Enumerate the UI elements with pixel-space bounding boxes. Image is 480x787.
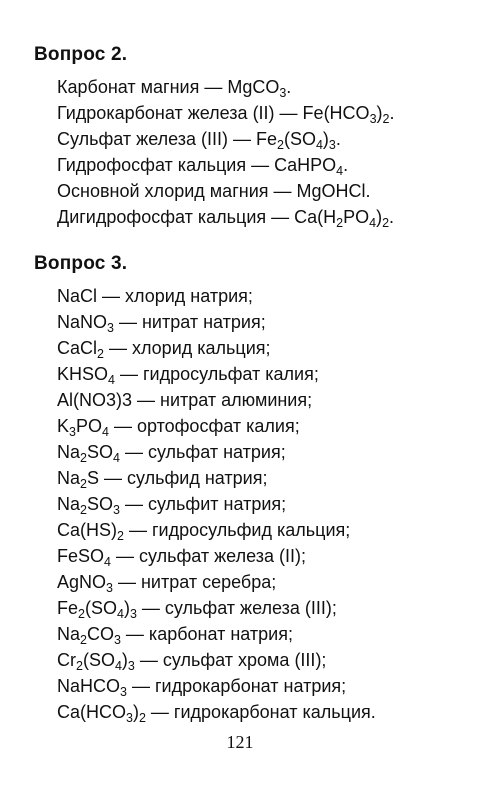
- subscript: 2: [138, 711, 146, 725]
- answer-line: [57, 204, 394, 230]
- text-run: NaNO: [57, 312, 108, 332]
- subscript: 2: [80, 451, 87, 465]
- text-run: Cr: [57, 650, 76, 670]
- subscript: 2: [80, 477, 87, 491]
- page-number: 121: [226, 732, 254, 752]
- text-run: CO: [86, 624, 114, 644]
- subscript: 4: [101, 425, 109, 439]
- answer-line: [57, 309, 376, 335]
- subscript: 2: [382, 112, 390, 126]
- text-run: — сульфит натрия;: [119, 494, 287, 514]
- text-run: Ca(HCO: [57, 702, 127, 722]
- subscript: 4: [108, 373, 115, 387]
- text-run: AgNO: [57, 572, 107, 592]
- answer-line: [57, 126, 394, 152]
- text-run: — ортофосфат калия;: [108, 416, 300, 436]
- subscript: 4: [114, 659, 122, 673]
- text-run: NaCl — хлорид натрия;: [57, 286, 253, 306]
- text-run: K: [57, 416, 70, 436]
- text-run: SO: [86, 494, 113, 514]
- text-run: SO: [86, 442, 113, 462]
- text-run: — хлорид кальция;: [103, 338, 271, 358]
- text-run: KHSO: [57, 364, 109, 384]
- subscript: 3: [129, 607, 137, 621]
- subscript: 3: [126, 711, 133, 725]
- text-run: Na: [57, 468, 81, 488]
- text-run: FeSO: [57, 546, 105, 566]
- subscript: 3: [112, 503, 120, 517]
- answer-line: [57, 517, 376, 543]
- subscript: 2: [336, 216, 344, 230]
- text-run: Дигидрофосфат кальция — Ca(H: [57, 207, 337, 227]
- text-run: — карбонат натрия;: [120, 624, 293, 644]
- text-run: ): [123, 598, 130, 618]
- text-run: — сульфат железа (III);: [136, 598, 337, 618]
- answer-line: [57, 387, 376, 413]
- subscript: 3: [369, 112, 377, 126]
- answer-line: [57, 283, 376, 309]
- text-run: S — сульфид натрия;: [86, 468, 268, 488]
- text-run: — сульфат хрома (III);: [134, 650, 327, 670]
- subscript: 3: [279, 86, 287, 100]
- text-run: Na: [57, 494, 81, 514]
- text-run: Основной хлорид магния — MgOHCl.: [57, 181, 371, 201]
- text-run: .: [389, 207, 395, 227]
- text-run: ): [376, 207, 383, 227]
- answer-line: [57, 439, 376, 465]
- text-run: Гидрокарбонат железа (II) — Fe(HCO: [57, 103, 370, 123]
- text-run: .: [389, 103, 395, 123]
- subscript: 2: [97, 347, 104, 361]
- text-run: Гидрофосфат кальция — CaHPO: [57, 155, 337, 175]
- answer-line: [57, 569, 376, 595]
- answer-line: [57, 413, 376, 439]
- subscript: 2: [277, 138, 284, 152]
- subscript: 4: [112, 451, 120, 465]
- subscript: 2: [78, 607, 85, 621]
- subscript: 3: [69, 425, 76, 439]
- text-run: .: [343, 155, 349, 175]
- answer-line: [57, 361, 376, 387]
- subscript: 2: [117, 529, 124, 543]
- subscript: 2: [382, 216, 390, 230]
- answer-line: [57, 178, 394, 204]
- subscript: 2: [80, 503, 87, 517]
- answer-line: [57, 335, 376, 361]
- text-run: Na: [57, 624, 81, 644]
- answer-line: [57, 647, 376, 673]
- answer-line: [57, 621, 376, 647]
- question-3-answers: [57, 283, 376, 725]
- text-run: — сульфат железа (II);: [110, 546, 306, 566]
- answer-line: [57, 152, 394, 178]
- text-run: — сульфат натрия;: [119, 442, 286, 462]
- text-run: — нитрат серебра;: [112, 572, 277, 592]
- answer-line: [57, 491, 376, 517]
- text-run: (SO: [84, 598, 117, 618]
- text-run: PO: [343, 207, 370, 227]
- answer-line: [57, 673, 376, 699]
- subscript: 4: [104, 555, 111, 569]
- answer-line: [57, 543, 376, 569]
- text-run: .: [286, 77, 292, 97]
- answer-line: [57, 465, 376, 491]
- text-run: ): [121, 650, 128, 670]
- text-run: ): [132, 702, 139, 722]
- question-2-answers: [57, 74, 394, 230]
- subscript: 4: [369, 216, 377, 230]
- answer-line: [57, 100, 394, 126]
- text-run: (SO: [82, 650, 115, 670]
- question-3-heading: Вопрос 3.: [34, 253, 128, 274]
- text-run: Na: [57, 442, 81, 462]
- question-2-heading: Вопрос 2.: [34, 44, 128, 65]
- subscript: 3: [328, 138, 336, 152]
- text-run: — гидрокарбонат кальция.: [145, 702, 376, 722]
- text-run: — нитрат натрия;: [113, 312, 266, 332]
- subscript: 3: [113, 633, 121, 647]
- text-run: Fe: [57, 598, 79, 618]
- answer-line: [57, 699, 376, 725]
- text-run: — гидрокарбонат натрия;: [126, 676, 347, 696]
- subscript: 3: [107, 321, 114, 335]
- text-run: (SO: [283, 129, 316, 149]
- text-run: PO: [75, 416, 102, 436]
- text-run: ): [322, 129, 329, 149]
- subscript: 4: [315, 138, 323, 152]
- text-run: .: [335, 129, 341, 149]
- subscript: 4: [116, 607, 124, 621]
- text-run: — гидросульфат калия;: [114, 364, 319, 384]
- subscript: 2: [76, 659, 83, 673]
- subscript: 3: [120, 685, 127, 699]
- text-run: — гидросульфид кальция;: [123, 520, 351, 540]
- text-run: Карбонат магния — MgCO: [57, 77, 280, 97]
- subscript: 3: [106, 581, 113, 595]
- text-run: CaCl: [57, 338, 98, 358]
- subscript: 2: [80, 633, 87, 647]
- text-run: ): [376, 103, 383, 123]
- text-run: NaHCO: [57, 676, 121, 696]
- text-run: Al(NO3)3 — нитрат алюминия;: [57, 390, 313, 410]
- answer-line: [57, 74, 394, 100]
- answer-line: [57, 595, 376, 621]
- text-run: Ca(HS): [57, 520, 118, 540]
- text-run: Сульфат железа (III) — Fe: [57, 129, 277, 149]
- subscript: 4: [336, 164, 344, 178]
- subscript: 3: [127, 659, 135, 673]
